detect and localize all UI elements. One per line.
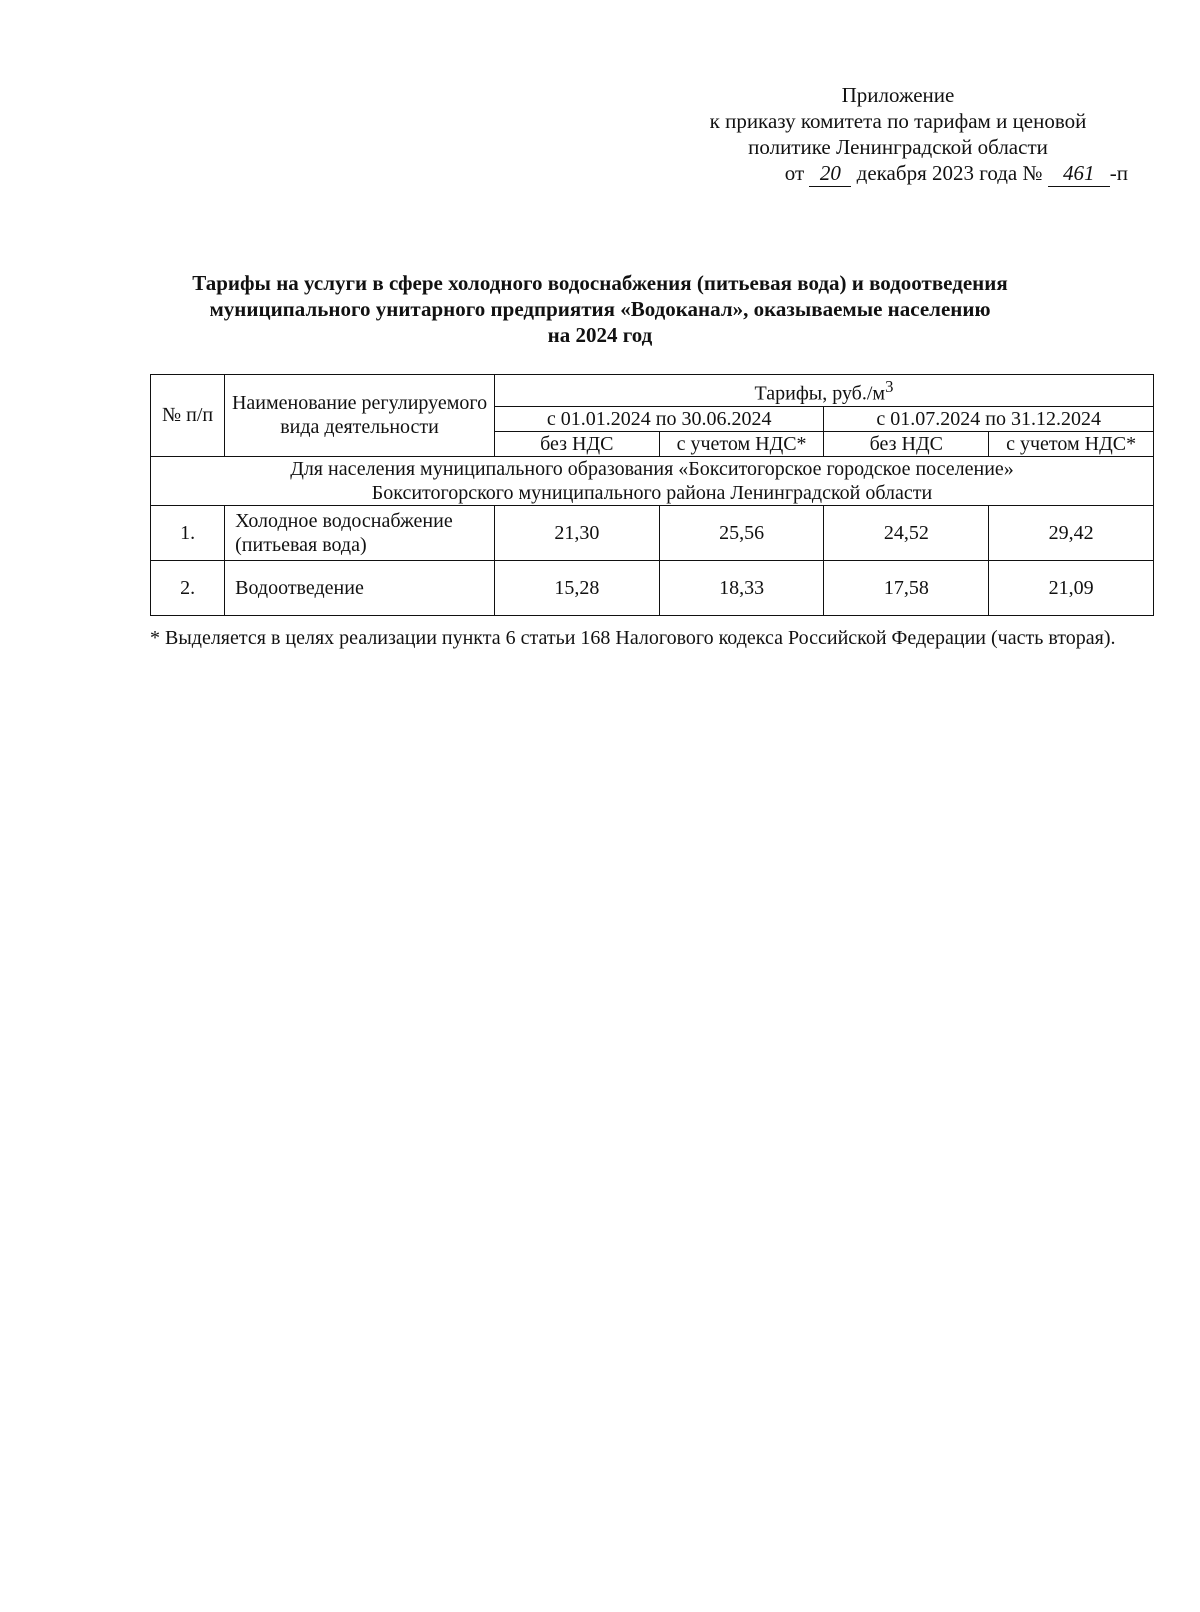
handwritten-day: 20: [809, 160, 851, 187]
order-suffix: -п: [1109, 161, 1128, 185]
row-p1-with-vat: 18,33: [659, 560, 824, 615]
vat-footnote: * Выделяется в целях реализации пункта 6 статьи 168 Налогового кодекса Российской Федерации (часть вторая).: [150, 627, 1116, 649]
row-p2-with-vat: 29,42: [989, 505, 1154, 560]
group-label: Для населения муниципального образования «Бокситогорское городское поселение» Бокситогорского муниципального района Ленинградской области: [151, 456, 1154, 505]
col-header-period-2: с 01.07.2024 по 31.12.2024: [824, 406, 1154, 431]
col-header-period-1: с 01.01.2024 по 30.06.2024: [494, 406, 824, 431]
col-header-p1-with-vat: с учетом НДС*: [659, 431, 824, 456]
header-row-1: [151, 375, 1154, 407]
title-line-2: муниципального унитарного предприятия «Водоканал», оказываемые населению: [209, 297, 991, 321]
title-line-3: на 2024 год: [547, 323, 653, 347]
col-header-p2-no-vat: без НДС: [824, 431, 989, 456]
row-p2-no-vat: 24,52: [824, 505, 989, 560]
row-service-name: Водоотведение: [225, 560, 495, 615]
row-service-name: Холодное водоснабжение (питьевая вода): [225, 505, 495, 560]
date-middle: декабря 2023 года №: [856, 161, 1043, 185]
document-title: [120, 270, 1080, 348]
appendix-header: [668, 82, 1128, 187]
row-number: 2.: [151, 560, 225, 615]
order-reference-line: к приказу комитета по тарифам и ценовой: [709, 109, 1087, 133]
title-line-1: Тарифы на услуги в сфере холодного водоснабжения (питьевая вода) и водоотведения: [192, 271, 1008, 295]
handwritten-order-number: 461: [1048, 160, 1110, 187]
group-row: [151, 456, 1154, 505]
table-row: [151, 560, 1154, 615]
row-p2-with-vat: 21,09: [989, 560, 1154, 615]
row-p1-with-vat: 25,56: [659, 505, 824, 560]
col-header-p2-with-vat: с учетом НДС*: [989, 431, 1154, 456]
committee-line: политике Ленинградской области: [748, 135, 1048, 159]
date-prefix: от: [784, 161, 805, 185]
tariff-table: [150, 374, 1154, 616]
col-header-name: Наименование регулируемого вида деятельности: [225, 375, 495, 457]
col-header-p1-no-vat: без НДС: [494, 431, 659, 456]
order-date-line: [668, 160, 1128, 187]
row-number: 1.: [151, 505, 225, 560]
col-header-number: № п/п: [151, 375, 225, 457]
table-row: [151, 505, 1154, 560]
row-p1-no-vat: 21,30: [494, 505, 659, 560]
row-p2-no-vat: 17,58: [824, 560, 989, 615]
col-header-tariffs: Тарифы, $руб./м^3$: [494, 375, 1153, 407]
appendix-label: Приложение: [841, 83, 955, 107]
row-p1-no-vat: 15,28: [494, 560, 659, 615]
